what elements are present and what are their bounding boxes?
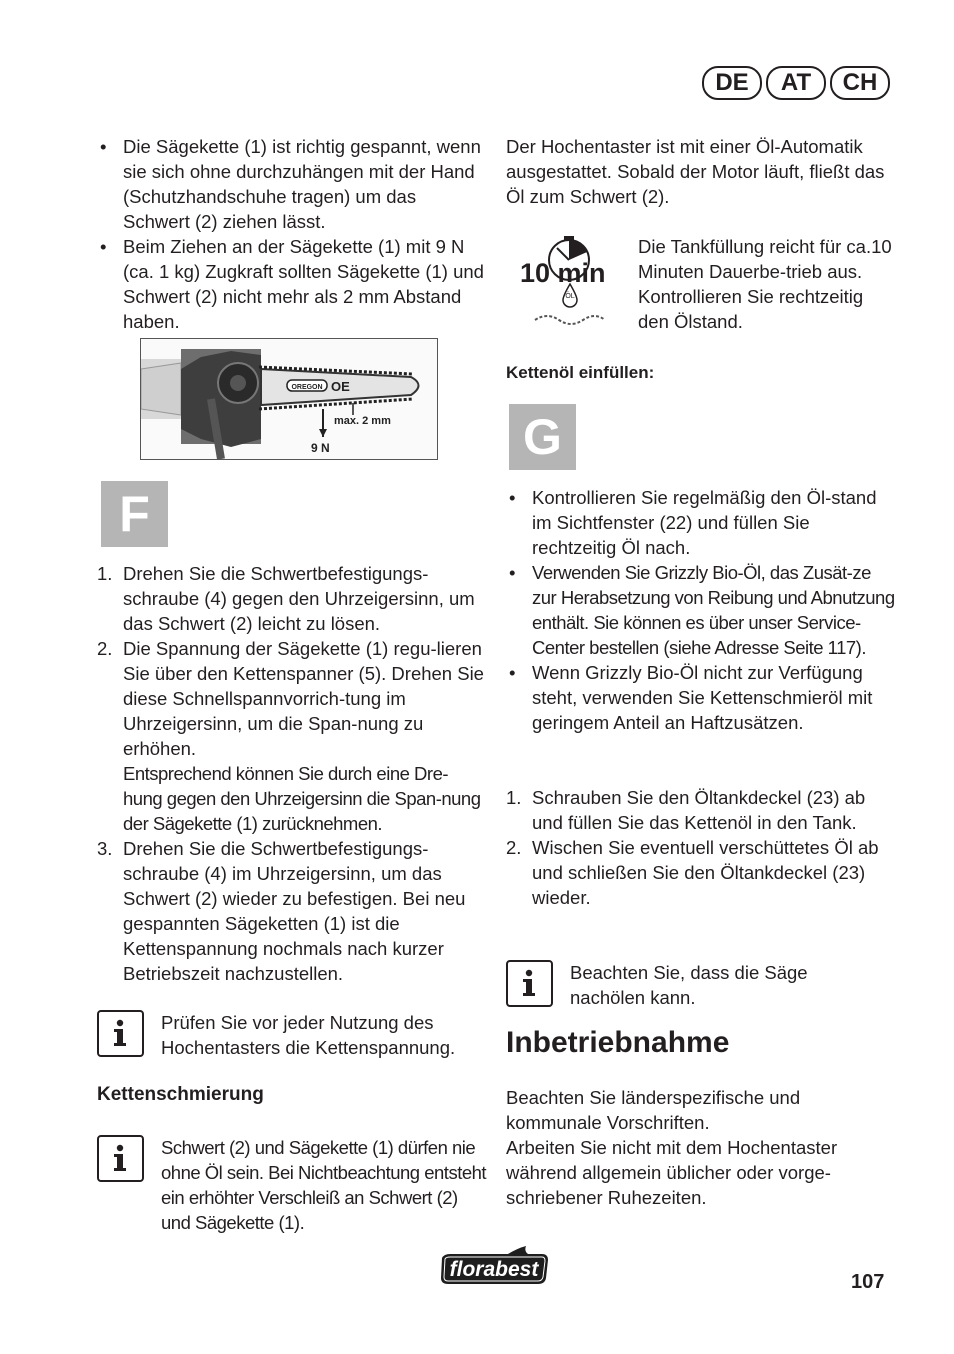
info-note-chain-tension: Prüfen Sie vor jeder Nutzung des Hochentasters die Kettenspannung. bbox=[161, 1012, 456, 1058]
step-number: 1. bbox=[506, 787, 522, 808]
heading-inbetriebnahme: Inbetriebnahme bbox=[506, 1026, 730, 1059]
info-icon bbox=[97, 1135, 144, 1182]
lang-badge-de: DE bbox=[702, 66, 762, 100]
figure-max-label: max. 2 mm bbox=[334, 415, 391, 427]
step-note: Entsprechend können Sie durch eine Dre-hung gegen den Uhrzeigersinn die Span-nung der Sägekette (1) zurücknehmen. bbox=[123, 763, 481, 834]
list-item bbox=[506, 835, 896, 910]
oil-automatic-intro: Der Hochentaster ist mit einer Öl-Automatik ausgestattet. Sobald der Motor läuft, fließt das Öl zum Schwert (2). bbox=[506, 136, 885, 207]
info-icon bbox=[97, 1010, 144, 1057]
list-item: • Kontrollieren Sie regelmäßig den Öl-stand im Sichtfenster (22) und füllen Sie rechtzeitig Öl nach. bbox=[506, 485, 896, 560]
tank-capacity-text: Die Tankfüllung reicht für ca.10 Minuten Dauerbe-trieb aus. Kontrollieren Sie rechtzeitig den Ölstand. bbox=[638, 236, 892, 332]
figure-letter-f: F bbox=[101, 481, 168, 547]
timer-label: 10 min bbox=[520, 258, 606, 288]
step-text: Wischen Sie eventuell verschüttetes Öl ab und schließen Sie den Öltankdeckel (23) wieder. bbox=[532, 837, 879, 908]
page-number: 107 bbox=[851, 1271, 885, 1293]
list-item bbox=[97, 636, 487, 836]
list-item bbox=[506, 785, 896, 835]
chain-tension-figure bbox=[140, 338, 438, 460]
logo-text: florabest bbox=[449, 1258, 539, 1281]
step-number: 3. bbox=[97, 838, 113, 859]
list-item: • Wenn Grizzly Bio-Öl nicht zur Verfügung steht, verwenden Sie Kettenschmieröl mit geringem Anteil an Haftzusätzen. bbox=[506, 660, 896, 735]
lang-badge-at: AT bbox=[766, 66, 826, 100]
info-icon bbox=[506, 960, 553, 1007]
figure-brand-2: OE bbox=[331, 379, 350, 394]
info-note-reoil: Beachten Sie, dass die Säge nachölen kann. bbox=[570, 962, 808, 1008]
step-number: 1. bbox=[97, 563, 113, 584]
list-item bbox=[97, 561, 487, 636]
list-item: • Die Sägekette (1) ist richtig gespannt, wenn sie sich ohne durchzuhängen mit der Hand (Schutzhandschuhe tragen) um das Schwert (2) ziehen lässt. bbox=[97, 134, 487, 234]
info-note-oil: Schwert (2) und Sägekette (1) dürfen nie ohne Öl sein. Bei Nichtbeachtung entsteht ein erhöhter Verschleiß an Schwert (2) und Sägekette (1). bbox=[161, 1137, 487, 1233]
left-steps bbox=[97, 561, 487, 986]
step-text: Drehen Sie die Schwertbefestigungs-schraube (4) gegen den Uhrzeigersinn, um das Schwert (2) leicht zu lösen. bbox=[123, 563, 475, 634]
figure-force-label: 9 N bbox=[311, 441, 330, 455]
list-item: • Verwenden Sie Grizzly Bio-Öl, das Zusät-ze zur Herabsetzung von Reibung und Abnutzung enthält. Sie können es über unser Service-Center bestellen (siehe Adresse Seite 117). bbox=[506, 560, 896, 660]
step-text: Schrauben Sie den Öltankdeckel (23) ab und füllen Sie das Kettenöl in den Tank. bbox=[532, 787, 866, 833]
right-steps bbox=[506, 785, 896, 910]
left-bullets bbox=[97, 134, 487, 334]
florabest-logo bbox=[438, 1246, 550, 1288]
figure-brand: OREGON bbox=[291, 384, 323, 391]
subheading-kettenoel: Kettenöl einfüllen: bbox=[506, 363, 655, 382]
list-item: • Beim Ziehen an der Sägekette (1) mit 9 N (ca. 1 kg) Zugkraft sollten Sägekette (1) und Schwert (2) nicht mehr als 2 mm Abstand haben. bbox=[97, 234, 487, 334]
lang-badge-ch: CH bbox=[830, 66, 890, 100]
step-number: 2. bbox=[97, 638, 113, 659]
step-number: 2. bbox=[506, 837, 522, 858]
section-heading-kettenschmierung: Kettenschmierung bbox=[97, 1084, 264, 1105]
paragraph: Beachten Sie länderspezifische und kommunale Vorschriften. bbox=[506, 1087, 801, 1133]
step-text: Die Spannung der Sägekette (1) regu-lieren Sie über den Kettenspanner (5). Drehen Sie diese Schnellspannvorrich-tung im Uhrzeigersinn, um die Span-nung zu erhöhen. bbox=[123, 638, 484, 759]
right-bullets bbox=[506, 485, 896, 735]
list-item bbox=[97, 836, 487, 986]
step-text: Drehen Sie die Schwertbefestigungs-schraube (4) im Uhrzeigersinn, um das Schwert (2) wieder zu befestigen. Bei neu gespannten Sägeketten (1) ist die Kettenspannung nochmals nach kurzer Betriebszeit nachzustellen. bbox=[123, 838, 466, 984]
saw-illustration bbox=[141, 339, 437, 459]
paragraph: Arbeiten Sie nicht mit dem Hochentaster während allgemein üblicher oder vorge-schriebener Ruhezeiten. bbox=[506, 1137, 838, 1208]
oil-timer-icon bbox=[517, 234, 617, 330]
inbetriebnahme-text bbox=[506, 1085, 891, 1210]
figure-letter-g: G bbox=[509, 404, 576, 470]
timer-oil-label: ÖL bbox=[565, 293, 575, 300]
